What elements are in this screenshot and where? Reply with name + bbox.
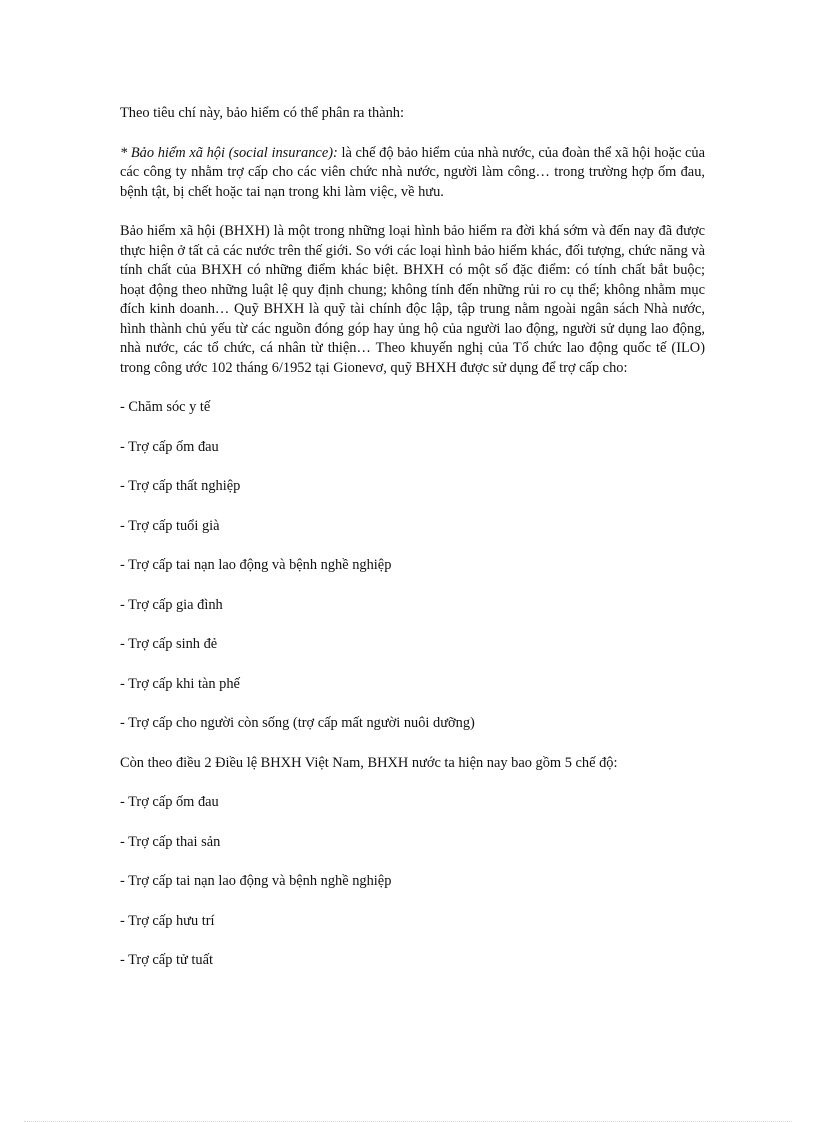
list-item: - Trợ cấp tai nạn lao động và bệnh nghề nghiệp [120, 873, 392, 889]
page-bottom-divider [24, 1121, 792, 1122]
list-item: - Trợ cấp thất nghiệp [120, 478, 241, 494]
list-item: - Trợ cấp tuổi già [120, 517, 220, 534]
list-item: - Trợ cấp khi tàn phế [120, 675, 240, 692]
list-item: - Trợ cấp hưu trí [120, 912, 215, 929]
list-item: - Trợ cấp cho người còn sống (trợ cấp mất người nuôi dưỡng) [120, 715, 475, 731]
bhxh-description-paragraph: Bảo hiểm xã hội (BHXH) là một trong những loại hình bảo hiểm ra đời khá sớm và đến nay đã được thực hiện ở tất cả các nước trên thế giới. So với các loại hình bảo hiểm khác, đối tượng, chức năng và tính chất của BHXH có những điểm khác biệt. BHXH có một số đặc điểm: có tính chất bắt buộc; hoạt động theo những luật lệ quy định chung; không tính đến những rủi ro cụ thể; không nhằm mục đích kinh doanh… Quỹ BHXH là quỹ tài chính độc lập, tập trung nằm ngoài ngân sách Nhà nước, hình thành chủ yếu từ các nguồn đóng góp hay ủng hộ của người lao động, người sử dụng lao động, nhà nước, các tổ chức, cá nhân từ thiện… Theo khuyến nghị của Tổ chức lao động quốc tế (ILO) trong công ước 102 tháng 6/1952 tại Gionevơ, quỹ BHXH được sử dụng để trợ cấp cho: [120, 223, 705, 376]
list-item: - Trợ cấp sinh đẻ [120, 636, 218, 652]
list-item: - Trợ cấp tai nạn lao động và bệnh nghề nghiệp [120, 557, 392, 573]
social-insurance-definition: là chế độ bảo hiểm của nhà nước, của đoàn thể xã hội hoặc của các công ty nhằm trợ cấp cho các viên chức nhà nước, người làm công… trong trường hợp ốm đau, bệnh tật, bị chết hoặc tai nạn trong khi làm việc, về hưu. [120, 144, 705, 200]
social-insurance-term: * Bảo hiểm xã hội (social insurance): [120, 144, 338, 161]
vietnam-benefits-list [120, 793, 705, 971]
list-item: - Trợ cấp ốm đau [120, 438, 219, 455]
document-body [120, 104, 705, 991]
list-item: - Chăm sóc y tế [120, 399, 211, 415]
list-item: - Trợ cấp ốm đau [120, 794, 219, 810]
ilo-benefits-list [120, 398, 705, 734]
social-insurance-paragraph [120, 144, 705, 203]
list-item: - Trợ cấp gia đình [120, 596, 223, 613]
intro-paragraph: Theo tiêu chí này, bảo hiểm có thể phân ra thành: [120, 105, 404, 121]
vietnam-regime-paragraph: Còn theo điều 2 Điều lệ BHXH Việt Nam, BHXH nước ta hiện nay bao gồm 5 chế độ: [120, 754, 618, 771]
list-item: - Trợ cấp thai sản [120, 833, 221, 850]
list-item: - Trợ cấp tử tuất [120, 952, 213, 968]
